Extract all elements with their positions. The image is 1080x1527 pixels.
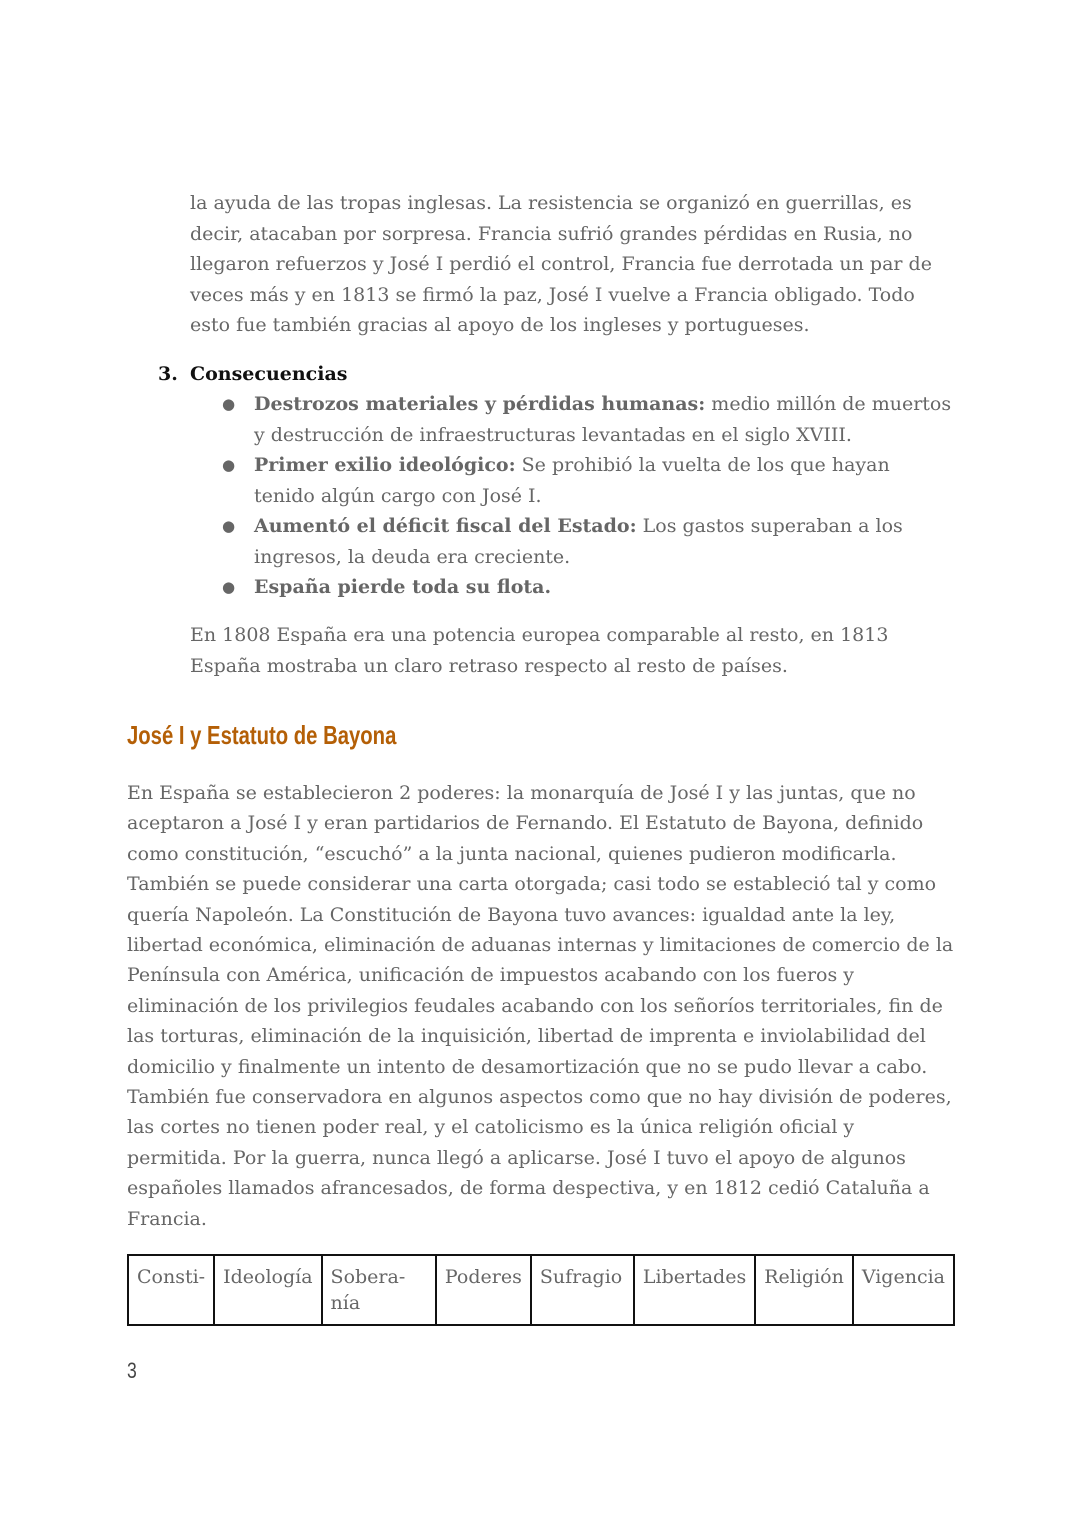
- table-header-cell: Consti-: [128, 1255, 214, 1325]
- consequences-list: [158, 389, 958, 603]
- consequences-closing-paragraph: En 1808 España era una potencia europea comparable al resto, en 1813 España mostraba un claro retraso respecto al resto de países.: [190, 624, 889, 677]
- page-number: 3: [127, 1358, 137, 1383]
- item-bold: España pierde toda su flota.: [254, 576, 552, 598]
- section-consecuencias: [158, 359, 958, 603]
- list-item: [222, 511, 954, 572]
- item-bold: Primer exilio ideológico:: [254, 454, 516, 476]
- item-text: Los gastos superaban a los ingresos, la deuda era creciente.: [254, 515, 903, 568]
- table-header-cell: Religión: [755, 1255, 853, 1325]
- section-title: Consecuencias: [190, 363, 348, 385]
- bayona-paragraph: En España se establecieron 2 poderes: la monarquía de José I y las juntas, que no aceptaron a José I y eran partidarios de Fernando. El Estatuto de Bayona, definido como constitución, “escuchó” a la junta nacional, quienes pudieron modificarla. También se puede considerar una carta otorgada; casi todo se estableció tal y como quería Napoleón. La Constitución de Bayona tuvo avances: igualdad ante la ley, libertad económica, eliminación de aduanas internas y limitaciones de comercio de la Península con América, unificación de impuestos acabando con los fueros y eliminación de los privilegios feudales acabando con los señoríos territoriales, fin de las torturas, eliminación de la inquisición, libertad de imprenta e inviolabilidad del domicilio y finalmente un intento de desamortización que no se pudo llevar a cabo. También fue conservadora en algunos aspectos como que no hay división de poderes, las cortes no tienen poder real, y el catolicismo es la única religión oficial y permitida. Por la guerra, nunca llegó a aplicarse. José I tuvo el apoyo de algunos españoles llamados afrancesados, de forma despectiva, y en 1812 cedió Cataluña a Francia.: [127, 782, 954, 1230]
- section-heading: [158, 359, 958, 389]
- bullet-icon: ●: [222, 456, 236, 474]
- table-header-cell: Poderes: [436, 1255, 531, 1325]
- table-header-cell: Vigencia: [853, 1255, 954, 1325]
- item-bold: Aumentó el déficit fiscal del Estado:: [254, 515, 637, 537]
- table-header-cell: Libertades: [634, 1255, 755, 1325]
- list-item: [222, 450, 954, 511]
- table-header-cell: Sufragio: [531, 1255, 634, 1325]
- table-header-cell: Ideología: [214, 1255, 321, 1325]
- bayona-heading: José I y Estatuto de Bayona: [127, 720, 397, 750]
- bullet-icon: ●: [222, 395, 236, 413]
- bullet-icon: ●: [222, 517, 236, 535]
- list-item: [222, 572, 954, 603]
- table-header-cell: Sobera-nía: [322, 1255, 436, 1325]
- item-text: Se prohibió la vuelta de los que hayan tenido algún cargo con José I.: [254, 454, 890, 507]
- item-text: medio millón de muertos y destrucción de infraestructuras levantadas en el siglo XVIII.: [254, 393, 952, 446]
- list-item: [222, 389, 954, 450]
- continuation-paragraph: la ayuda de las tropas inglesas. La resistencia se organizó en guerrillas, es decir, atacaban por sorpresa. Francia sufrió grandes pérdidas en Rusia, no llegaron refuerzos y José I perdió el control, Francia fue derrotada un par de veces más y en 1813 se firmó la paz, José I vuelve a Francia obligado. Todo esto fue también gracias al apoyo de los ingleses y portugueses.: [190, 192, 932, 336]
- section-number: 3.: [158, 363, 178, 385]
- item-bold: Destrozos materiales y pérdidas humanas:: [254, 393, 706, 415]
- bullet-icon: ●: [222, 578, 236, 596]
- comparison-table: [127, 1254, 955, 1326]
- table-header-row: [128, 1255, 954, 1325]
